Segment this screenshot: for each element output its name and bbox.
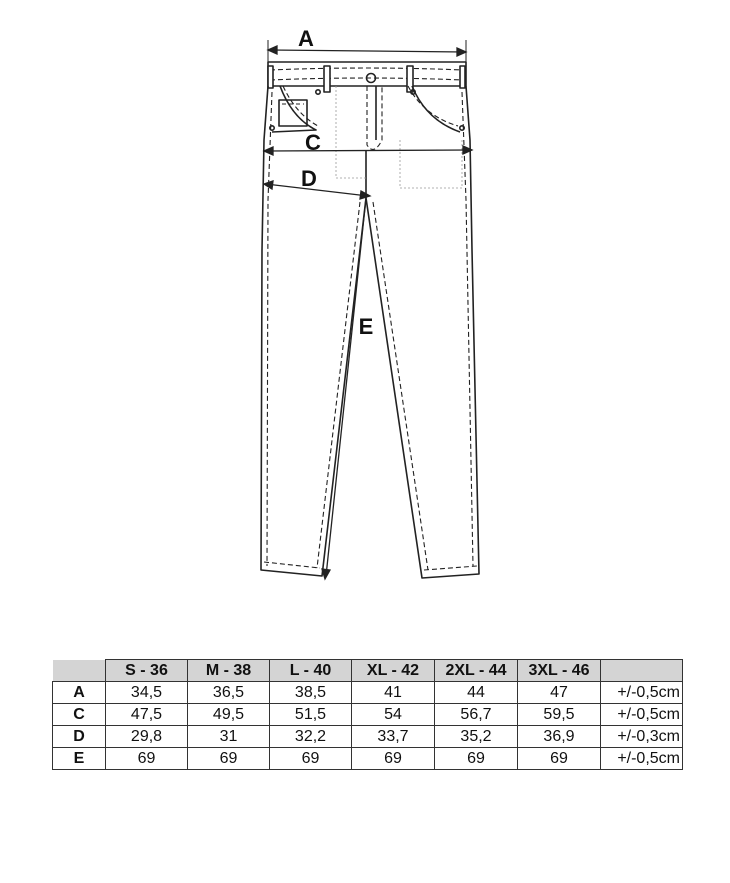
label-d: D	[301, 166, 317, 191]
value-cell: 49,5	[188, 704, 270, 726]
table-row	[53, 682, 683, 704]
value-cell: 31	[188, 726, 270, 748]
size-header-row	[53, 660, 683, 682]
row-label: C	[53, 704, 106, 726]
value-cell: 69	[518, 748, 601, 770]
size-header-cell: M - 38	[188, 660, 270, 682]
value-cell: 33,7	[352, 726, 435, 748]
size-header-cell: S - 36	[106, 660, 188, 682]
label-a: A	[298, 26, 314, 51]
row-label: A	[53, 682, 106, 704]
tolerance-cell: +/-0,5cm	[601, 704, 683, 726]
value-cell: 32,2	[270, 726, 352, 748]
value-cell: 69	[435, 748, 518, 770]
size-header-cell: XL - 42	[352, 660, 435, 682]
label-e: E	[358, 314, 374, 339]
size-header-cell: 2XL - 44	[435, 660, 518, 682]
row-label: E	[53, 748, 106, 770]
value-cell: 29,8	[106, 726, 188, 748]
tolerance-cell: +/-0,3cm	[601, 726, 683, 748]
table-row	[53, 748, 683, 770]
header-corner	[53, 660, 106, 682]
value-cell: 54	[352, 704, 435, 726]
tolerance-header-cell	[601, 660, 683, 682]
value-cell: 47	[518, 682, 601, 704]
size-header-cell: 3XL - 46	[518, 660, 601, 682]
table-row	[53, 726, 683, 748]
value-cell: 44	[435, 682, 518, 704]
value-cell: 41	[352, 682, 435, 704]
value-cell: 69	[352, 748, 435, 770]
value-cell: 38,5	[270, 682, 352, 704]
value-cell: 56,7	[435, 704, 518, 726]
value-cell: 36,9	[518, 726, 601, 748]
value-cell: 59,5	[518, 704, 601, 726]
measurement-arrows	[264, 40, 472, 579]
value-cell: 69	[106, 748, 188, 770]
value-cell: 51,5	[270, 704, 352, 726]
size-table	[52, 659, 683, 770]
value-cell: 35,2	[435, 726, 518, 748]
value-cell: 69	[188, 748, 270, 770]
value-cell: 69	[270, 748, 352, 770]
tolerance-cell: +/-0,5cm	[601, 682, 683, 704]
row-label: D	[53, 726, 106, 748]
value-cell: 34,5	[106, 682, 188, 704]
value-cell: 36,5	[188, 682, 270, 704]
label-c: C	[305, 130, 321, 155]
size-header-cell: L - 40	[270, 660, 352, 682]
value-cell: 47,5	[106, 704, 188, 726]
tolerance-cell: +/-0,5cm	[601, 748, 683, 770]
table-row	[53, 704, 683, 726]
